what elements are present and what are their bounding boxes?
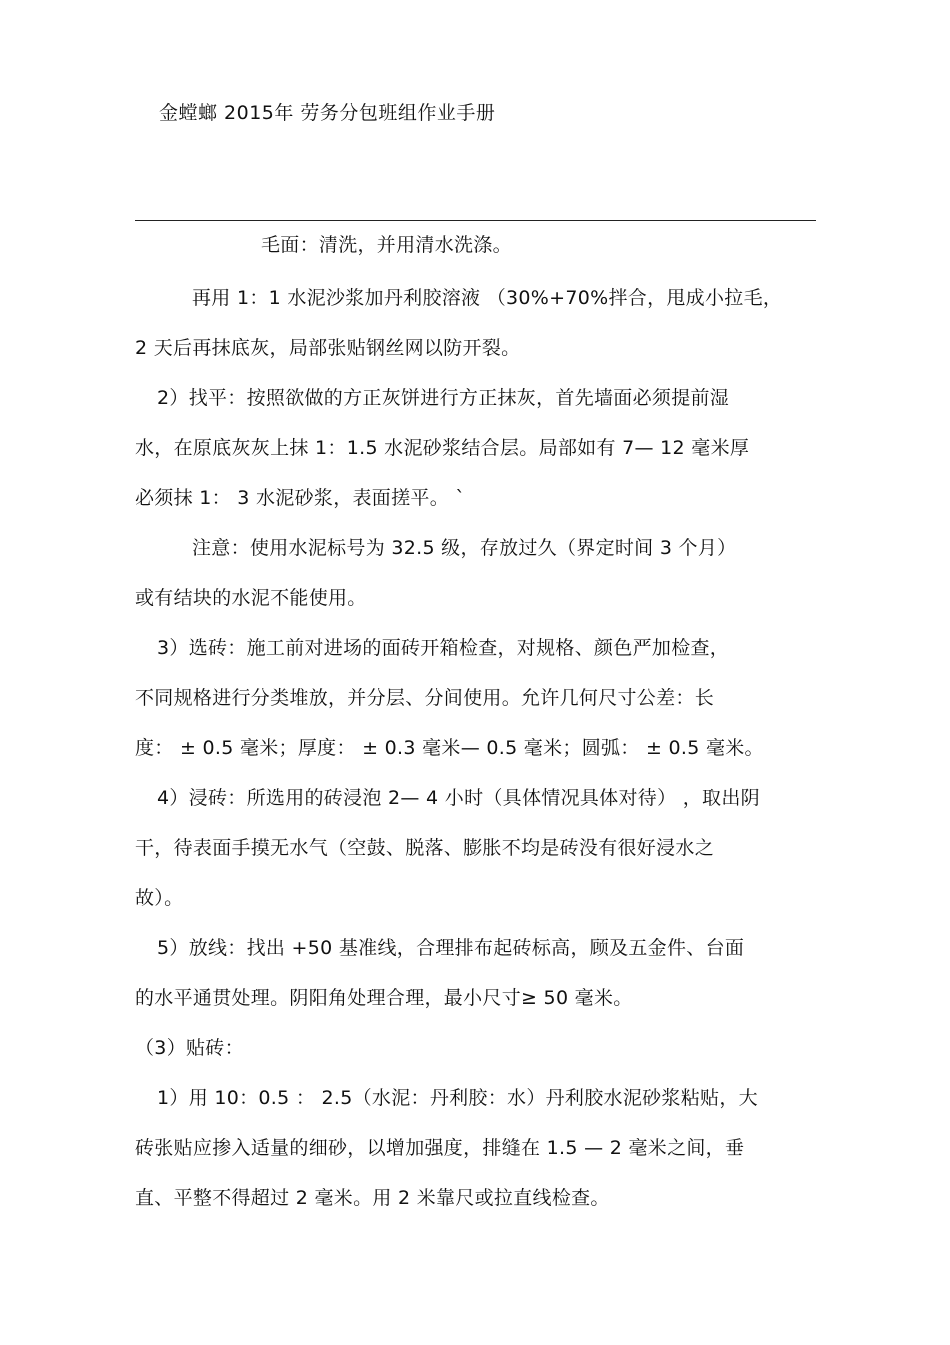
text-line: 2 天后再抹底灰，局部张贴钢丝网以防开裂。 <box>135 337 521 359</box>
text-line: 注意：使用水泥标号为 32.5 级，存放过久（界定时间 3 个月） <box>192 537 737 559</box>
text-line: 的水平通贯处理。阴阳角处理合理，最小尺寸≥ 50 毫米。 <box>135 987 633 1009</box>
header-title: 金螳螂 2015年 劳务分包班组作业手册 <box>159 102 496 124</box>
text-line: 干，待表面手摸无水气（空鼓、脱落、膨胀不均是砖没有很好浸水之 <box>135 837 715 859</box>
text-line: 3）选砖：施工前对进场的面砖开箱检查，对规格、颜色严加检查， <box>157 637 730 659</box>
text-line: 必须抹 1： 3 水泥砂浆，表面搓平。 ` <box>135 487 466 509</box>
text-line: 不同规格进行分类堆放，并分层、分间使用。允许几何尺寸公差：长 <box>135 687 715 709</box>
text-line: 水，在原底灰灰上抹 1：1.5 水泥砂浆结合层。局部如有 7— 12 毫米厚 <box>135 437 750 459</box>
text-line: 故）。 <box>135 887 184 909</box>
text-line: 或有结块的水泥不能使用。 <box>135 587 367 609</box>
header-divider <box>135 220 816 221</box>
text-line: 5）放线：找出 +50 基准线，合理排布起砖标高，顾及五金件、台面 <box>157 937 745 959</box>
text-line: 砖张贴应掺入适量的细砂，以增加强度，排缝在 1.5 — 2 毫米之间，垂 <box>135 1137 745 1159</box>
text-line: 毛面：清洗，并用清水洗涤。 <box>261 234 512 256</box>
text-line: 再用 1：1 水泥沙浆加丹利胶溶液 （30%+70%拌合，甩成小拉毛， <box>192 287 783 309</box>
text-line: 4）浸砖：所选用的砖浸泡 2— 4 小时（具体情况具体对待） ，取出阴 <box>157 787 760 809</box>
text-line: 度： ± 0.5 毫米；厚度： ± 0.3 毫米— 0.5 毫米；圆弧： ± 0.5 毫米。 <box>135 737 764 759</box>
text-line: 直、平整不得超过 2 毫米。用 2 米靠尺或拉直线检查。 <box>135 1187 610 1209</box>
text-line: 2）找平：按照欲做的方正灰饼进行方正抹灰，首先墙面必须提前湿 <box>157 387 730 409</box>
text-line: （3）贴砖： <box>135 1037 244 1059</box>
text-line: 1）用 10：0.5 ： 2.5（水泥：丹利胶：水）丹利胶水泥砂浆粘贴，大 <box>157 1087 758 1109</box>
